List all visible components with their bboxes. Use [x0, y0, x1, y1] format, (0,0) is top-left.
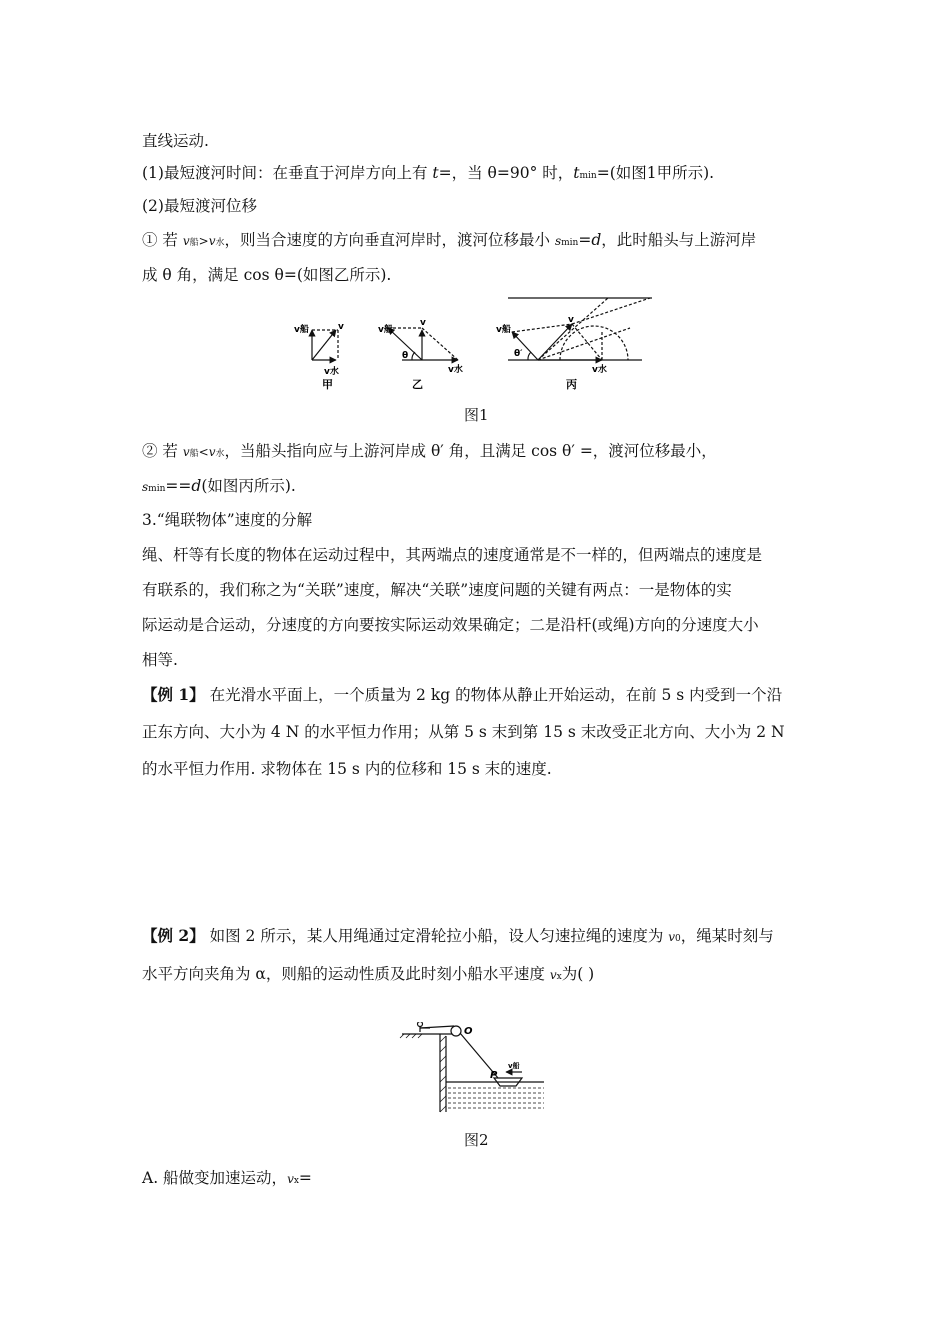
figure-2-diagram	[398, 1022, 548, 1116]
example-1-label: 【例 1】	[142, 685, 205, 704]
label-P: P	[490, 1070, 498, 1081]
example-1-line-1: 【例 1】 在光滑水平面上，一个质量为 2 kg 的物体从静止开始运动，在前 5 s 内受到一个沿	[142, 685, 783, 704]
figure-1-diagram	[290, 292, 670, 394]
option-a: A. 船做变加速运动，vx=	[142, 1169, 312, 1187]
label-yi: 乙	[412, 378, 423, 391]
text-line-5: 成 θ 角，满足 cos θ=(如图乙所示).	[142, 266, 392, 284]
label-v-bing: v	[568, 315, 574, 325]
label-v-jia: v	[338, 322, 344, 332]
example-2-line-1: 【例 2】 如图 2 所示，某人用绳通过定滑轮拉小船，设人匀速拉绳的速度为 v0，绳某时刻与	[142, 926, 774, 945]
label-v-shui-jia: v水	[324, 367, 339, 377]
example-2-label: 【例 2】	[142, 926, 205, 945]
text-line-11: 际运动是合运动，分速度的方向要按实际运动效果确定；二是沿杆(或绳)方向的分速度大小	[142, 616, 759, 634]
label-v-chuan-jia: v船	[294, 325, 309, 335]
label-v-yi: v	[420, 318, 426, 328]
label-v-shui-bing: v水	[592, 365, 607, 375]
text-line-4: ① 若 v船>v水，则当合速度的方向垂直河岸时，渡河位移最小 smin=d，此时船头与上游河岸	[142, 231, 757, 249]
text-line-10: 有联系的，我们称之为“关联”速度，解决“关联”速度问题的关键有两点：一是物体的实	[142, 581, 732, 599]
text-line-12: 相等.	[142, 651, 178, 669]
text-line-1: 直线运动.	[142, 132, 209, 150]
label-theta-prime: θ′	[514, 349, 523, 359]
text-line-9: 绳、杆等有长度的物体在运动过程中，其两端点的速度通常是不一样的，但两端点的速度是	[142, 546, 763, 564]
label-jia: 甲	[322, 378, 333, 391]
label-O: O	[464, 1026, 473, 1037]
diagram-jia	[312, 330, 338, 360]
example-1-line-2: 正东方向、大小为 4 N 的水平恒力作用；从第 5 s 末到第 15 s 末改受正北方向、大小为 2 N	[142, 723, 785, 741]
label-v-chuan-bing: v船	[496, 325, 511, 335]
label-bing: 丙	[566, 378, 577, 391]
text-line-3: (2)最短渡河位移	[142, 197, 257, 215]
figure-2-caption: 图2	[464, 1131, 489, 1149]
text-line-2: (1)最短渡河时间：在垂直于河岸方向上有 t=，当 θ=90° 时，tmin=(如图1甲所示).	[142, 164, 715, 182]
text-line-6: ② 若 v船<v水，当船头指向应与上游河岸成 θ′ 角，且满足 cos θ′ =，渡河位移最小，	[142, 442, 717, 460]
diagram-yi	[388, 328, 458, 360]
label-v-boat: v船	[508, 1062, 520, 1070]
example-2-line-2: 水平方向夹角为 α，则船的运动性质及此时刻小船水平速度 vx为( )	[142, 965, 595, 983]
label-v-shui-yi: v水	[448, 365, 463, 375]
section-heading-3: 3.“绳联物体”速度的分解	[142, 511, 313, 529]
label-v-chuan-yi: v船	[378, 325, 393, 335]
label-theta: θ	[402, 351, 409, 361]
example-1-line-3: 的水平恒力作用. 求物体在 15 s 内的位移和 15 s 末的速度.	[142, 760, 552, 778]
text-line-7: smin==d(如图丙所示).	[142, 477, 296, 495]
figure-1-caption: 图1	[464, 406, 489, 424]
diagram-bing	[508, 298, 652, 360]
